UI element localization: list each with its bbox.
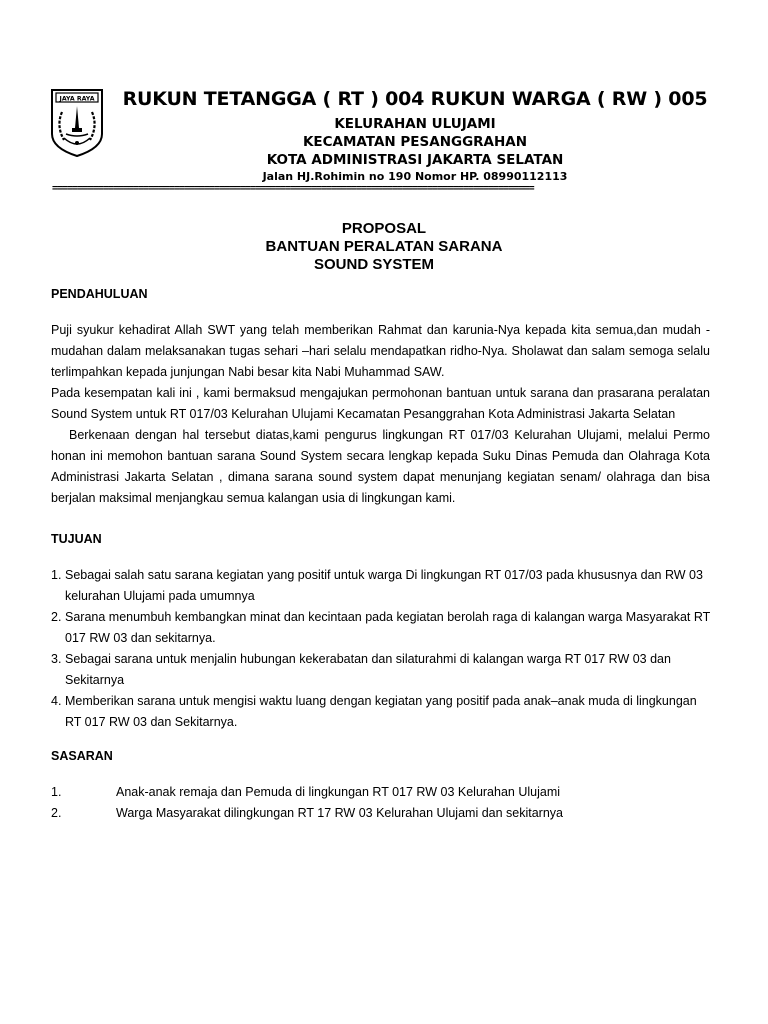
pendahuluan-paragraph-2: Pada kesempatan kali ini , kami bermaksud mengajukan permohonan bantuan untuk sarana dan prasarana peralatan Sound System untuk RT 017/03 Kelurahan Ulujami Kecamatan Pesanggrahan Kota Administrasi Jakarta Selatan — [51, 386, 710, 421]
proposal-subheading: BANTUAN PERALATAN SARANA — [265, 238, 503, 255]
list-item — [51, 649, 711, 691]
letterhead-title: RUKUN TETANGGA ( RT ) 004 RUKUN WARGA ( RW ) 005 — [122, 88, 708, 110]
proposal-subheading-2: SOUND SYSTEM — [313, 256, 434, 273]
list-number: 4. — [51, 694, 62, 708]
pendahuluan-body — [51, 320, 710, 509]
section-title-pendahuluan: PENDAHULUAN — [51, 287, 148, 301]
list-text: Sebagai salah satu sarana kegiatan yang positif untuk warga Di lingkungan RT 017/03 pada khususnya dan RW 03 kelurahan Ulujami pada umumnya — [65, 568, 703, 603]
letterhead-address: Jalan HJ.Rohimin no 190 Nomor HP. 08990112113 — [262, 170, 568, 183]
logo-text: JAYA RAYA — [59, 95, 95, 103]
proposal-heading: PROPOSAL — [341, 220, 427, 237]
list-item — [51, 565, 711, 607]
pendahuluan-paragraph-3: Berkenaan dengan hal tersebut diatas,kami pengurus lingkungan RT 017/03 Kelurahan Ulujami, melalui Permo honan ini memohon bantuan sarana Sound System secara lengkap kepada Suku Dinas Pemuda dan Olahraga Kota Administrasi Jakarta Selatan , dimana sarana sound system dapat menunjang kegiatan senam/ olahraga dan bisa berjalan maksimal menjangkau semua kalangan usia di lingkungan kami. — [51, 428, 710, 505]
list-number: 2. — [51, 806, 62, 820]
list-number: 1. — [51, 785, 62, 799]
list-text: Warga Masyarakat dilingkungan RT 17 RW 03 Kelurahan Ulujami dan sekitarnya — [116, 806, 563, 820]
letterhead-kota: KOTA ADMINISTRASI JAKARTA SELATAN — [266, 152, 564, 168]
list-item — [51, 607, 711, 649]
letterhead — [0, 0, 768, 200]
letterhead-divider: =============================================================================================== — [52, 183, 534, 194]
list-number: 3. — [51, 652, 62, 666]
pendahuluan-paragraph-1: Puji syukur kehadirat Allah SWT yang telah memberikan Rahmat dan karunia-Nya kepada kita semua,dan mudah - mudahan dalam melaksanakan tugas sehari –hari selalu mendapatkan ridho-Nya. Sholawat dan salam semoga selalu terlimpahkan kepada junjungan Nabi besar kita Nabi Muhammad SAW. — [51, 323, 710, 379]
list-text: Sebagai sarana untuk menjalin hubungan kekerabatan dan silaturahmi di kalangan warga RT 017 RW 03 dan Sekitarnya — [65, 652, 671, 687]
list-number: 2. — [51, 610, 62, 624]
letterhead-kecamatan: KECAMATAN PESANGGRAHAN — [302, 134, 528, 150]
list-item — [51, 803, 563, 824]
section-title-tujuan: TUJUAN — [51, 532, 102, 546]
list-item — [51, 691, 711, 733]
list-text: Anak-anak remaja dan Pemuda di lingkungan RT 017 RW 03 Kelurahan Ulujami — [116, 785, 561, 799]
jaya-raya-shield-icon — [50, 88, 104, 158]
jaya-raya-emblem — [50, 88, 104, 158]
tujuan-list — [51, 565, 711, 733]
letterhead-kelurahan: KELURAHAN ULUJAMI — [334, 116, 496, 132]
list-text: Sarana menumbuh kembangkan minat dan kecintaan pada kegiatan berolah raga di kalangan warga Masyarakat RT 017 RW 03 dan sekitarnya. — [65, 610, 711, 645]
list-item — [51, 782, 560, 803]
section-title-sasaran: SASARAN — [51, 749, 113, 763]
list-number: 1. — [51, 568, 62, 582]
list-text: Memberikan sarana untuk mengisi waktu luang dengan kegiatan yang positif pada anak–anak muda di lingkungan RT 017 RW 03 dan Sekitarnya. — [65, 694, 697, 729]
